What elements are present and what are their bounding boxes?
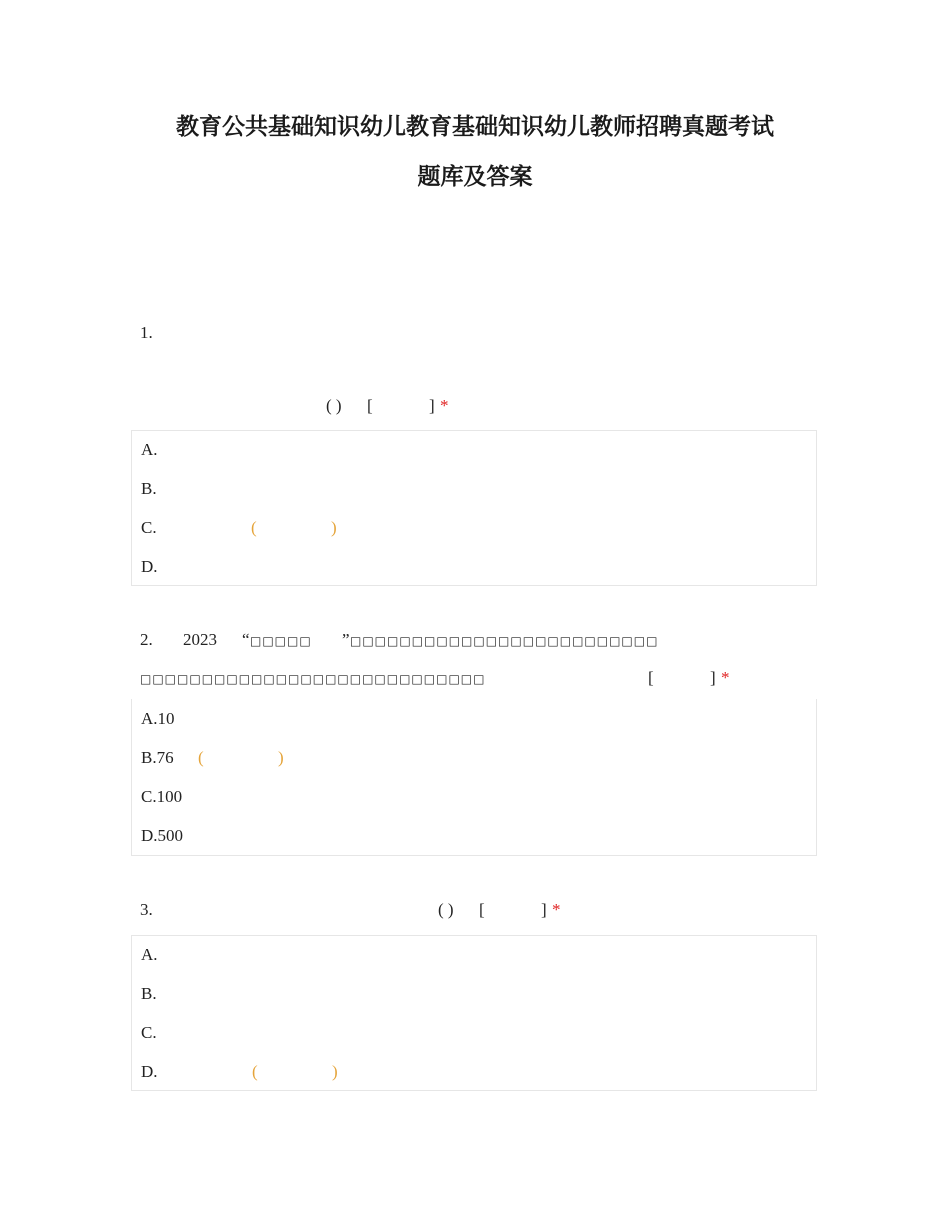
question-blank-paren: ( ) [438,900,454,919]
option-label: A.10 [141,709,175,728]
option-label: A. [141,945,158,964]
options-box [131,699,817,856]
answer-bracket-open: [ [367,396,373,415]
option-label: C. [141,1023,157,1042]
question-number: 2. [140,630,153,649]
option-label: B.76 [141,748,174,767]
answer-paren-open: ( [252,1062,258,1081]
answer-bracket-open: [ [648,668,654,687]
quote-inner-text: □□□□□ [250,634,312,648]
answer-paren-open: ( [251,518,257,537]
question-blank-paren: ( ) [326,396,342,415]
options-box [131,935,817,1091]
option-label: C. [141,518,157,537]
option-label: C.100 [141,787,183,806]
options-box [131,430,817,586]
question-number: 1. [140,323,153,342]
question-text-line2: □□□□□□□□□□□□□□□□□□□□□□□□□□□□ [140,672,486,686]
option-label: B. [141,479,157,498]
answer-paren-close: ) [278,748,284,767]
option-label: D. [141,1062,158,1081]
answer-bracket-close: ] [710,668,716,687]
option-label: D. [141,557,158,576]
answer-paren-open: ( [198,748,204,767]
answer-bracket-close: ] [541,900,547,919]
answer-bracket-open: [ [479,900,485,919]
question-text-line1: □□□□□□□□□□□□□□□□□□□□□□□□□ [350,634,659,648]
document-title-line2: 题库及答案 [417,164,533,190]
quote-close: ” [342,630,350,649]
option-label: A. [141,440,158,459]
required-star: * [552,900,561,919]
answer-bracket-close: ] [429,396,435,415]
required-star: * [440,396,449,415]
option-label: B. [141,984,157,1003]
answer-paren-close: ) [332,1062,338,1081]
option-label: D.500 [141,826,184,845]
question-number: 3. [140,900,153,919]
quote-open: “ [242,630,250,649]
document-title-line1: 教育公共基础知识幼儿教育基础知识幼儿教师招聘真题考试 [176,114,774,140]
answer-paren-close: ) [331,518,337,537]
required-star: * [721,668,730,687]
question-year: 2023 [183,630,217,649]
